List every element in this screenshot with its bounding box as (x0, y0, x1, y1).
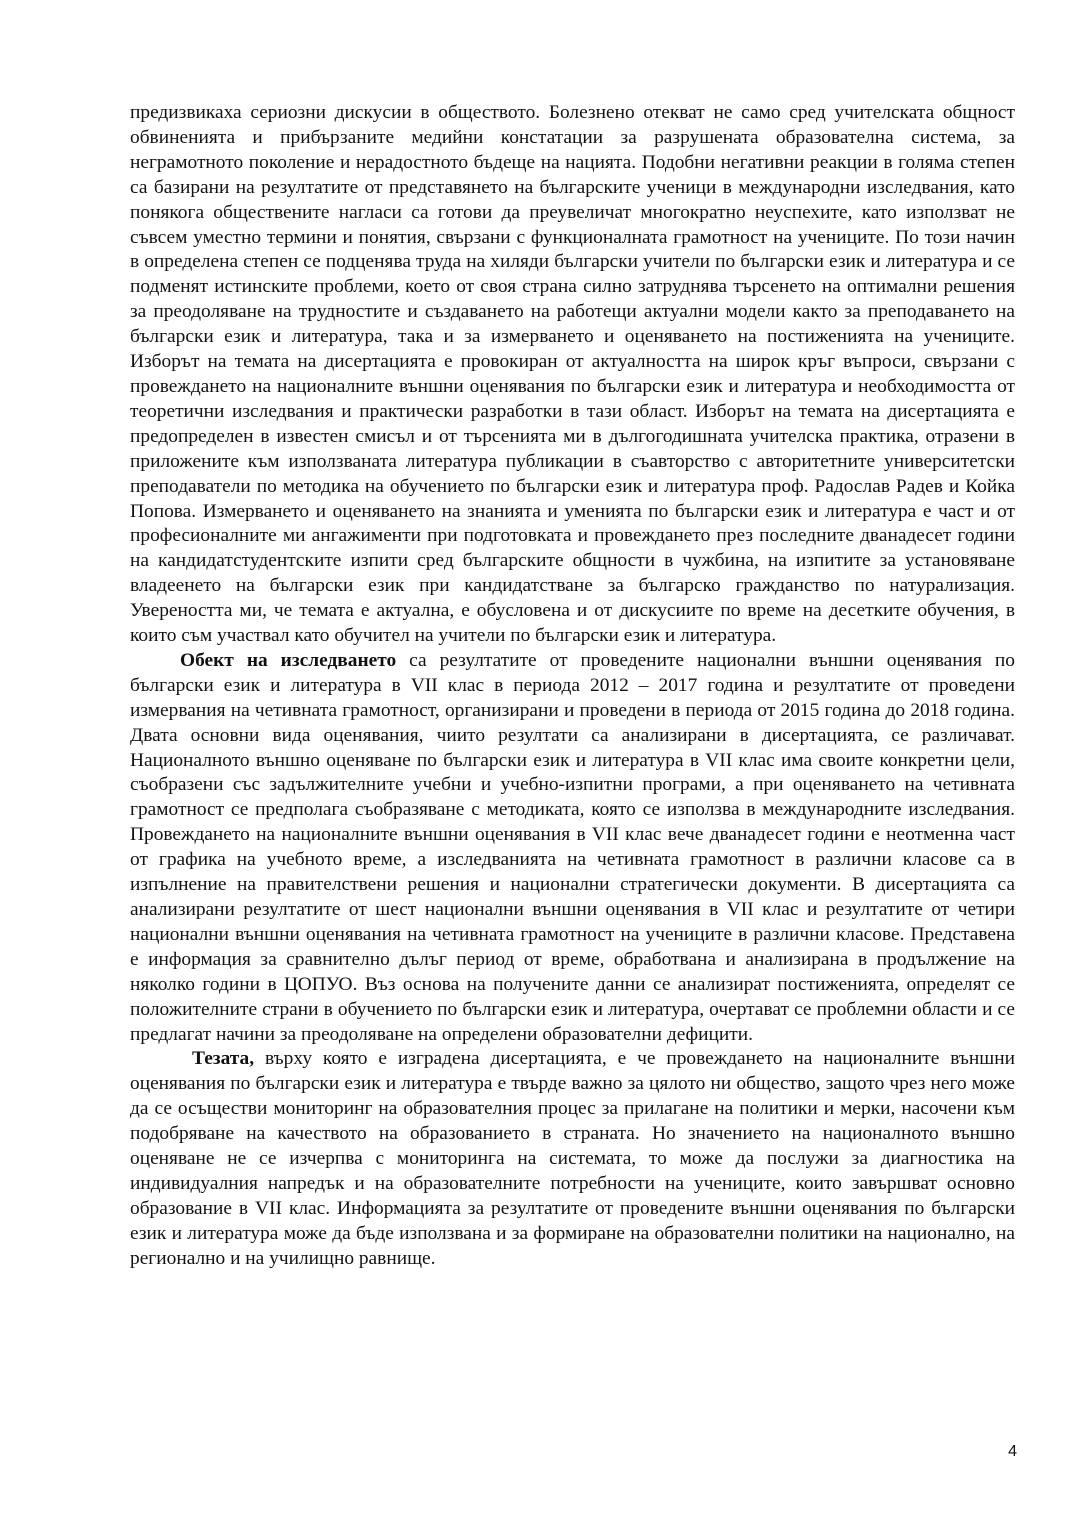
body-text (130, 101, 1015, 1272)
page-number: 4 (1008, 1443, 1017, 1460)
research-object-heading: Обект на изследването (180, 649, 397, 671)
paragraph-research-object (130, 649, 1015, 1048)
research-object-text: са резултатите от проведените национални външни оценявания по български език и литература в VII клас в периода 2012 – 2017 година и резултатите от проведени измервания на четивната грамотност, организирани и проведени в периода от 2015 година до 2018 година. Двата основни вида оценявания, чиито резултати са анализирани в дисертацията, се различават. Националното външно оценяване по български език и литература в VII клас има своите конкретни цели, съобразени със задължителните учебни и учебно-изпитни програми, а при оценяването на четивната грамотност се предполага съобразяване с методиката, която се използва в международните изследвания. Провеждането на националните външни оценявания в VII клас вече дванадесет години е неотменна част от графика на учебното време, а изследванията на четивната грамотност в различни класове са в изпълнение на правителствени решения и национални стратегически документи. В дисертацията са анализирани резултатите от шест национални външни оценявания в VII клас и резултатите от четири национални външни оценявания на четивната грамотност на учениците в различни класове. Представена е информация за сравнително дълъг период от време, обработвана и анализирана в продължение на няколко години в ЦОПУО. Въз основа на получените данни се анализират постиженията, определят се положителните страни в обучението по български език и литература, очертават се проблемни области и се предлагат начини за преодоляване на определени образователни дефицити. (130, 649, 1015, 1045)
paragraph-intro (130, 101, 1015, 649)
thesis-text: върху която е изградена дисертацията, е че провеждането на националните външни оценявания по български език и литература е твърде важно за цялото ни общество, защото чрез него може да се осъществи мониторинг на образователния процес за прилагане на политики и мерки, насочени към подобряване на качеството на образованието в страната. Но значението на националното външно оценяване не се изчерпва с мониторинга на системата, то може да послужи за диагностика на индивидуалния напредък и на образователните потребности на учениците, които завършват основно образование в VII клас. Информацията за резултатите от проведените външни оценявания по български език и литература може да бъде използвана и за формиране на образователни политики на национално, на регионално и на училищно равнище. (130, 1048, 1015, 1269)
thesis-heading: Тезата, (192, 1048, 255, 1070)
paragraph-thesis (130, 1047, 1015, 1271)
paragraph-intro-text: предизвикаха сериозни дискусии в обществото. Болезнено отекват не само сред учителската общност обвиненията и прибързаните медийни констатации за разрушената образователна система, за неграмотното поколение и нерадостното бъдеще на нацията. Подобни негативни реакции в голяма степен са базирани на резултатите от представянето на българските ученици в международни изследвания, като понякога обществените нагласи са готови да преувеличат многократно неуспехите, като използват не съвсем уместно термини и понятия, свързани с функционалната грамотност на учениците. По този начин в определена степен се подценява труда на хиляди български учители по български език и литература и се подменят истинските проблеми, което от своя страна силно затруднява търсенето на оптимални решения за преодоляване на трудностите и създаването на работещи актуални модели както за преподаването на български език и литература, така и за измерването и оценяването на постиженията на учениците. Изборът на темата на дисертацията е провокиран от актуалността на широк кръг въпроси, свързани с провеждането на националните външни оценявания по български език и литература и необходимостта от теоретични изследвания и практически разработки в тази област. Изборът на темата на дисертацията е предопределен в известен смисъл и от търсенията ми в дългогодишната учителска практика, отразени в приложените към използваната литература публикации в съавторство с авторитетните университетски преподаватели по методика на обучението по български език и литература проф. Радослав Радев и Койка Попова. Измерването и оценяването на знанията и уменията по български език и литература е част и от професионалните ми ангажименти при подготовката и провеждането през последните дванадесет години на кандидатстудентските изпити сред българските общности в чужбина, на изпитите за установяване владеенето на български език при кандидатстване за българско гражданство по натурализация. Увереността ми, че темата е актуална, е обусловена и от дискусиите по време на десетките обучения, в които съм участвал като обучител на учители по български език и литература. (130, 102, 1015, 647)
